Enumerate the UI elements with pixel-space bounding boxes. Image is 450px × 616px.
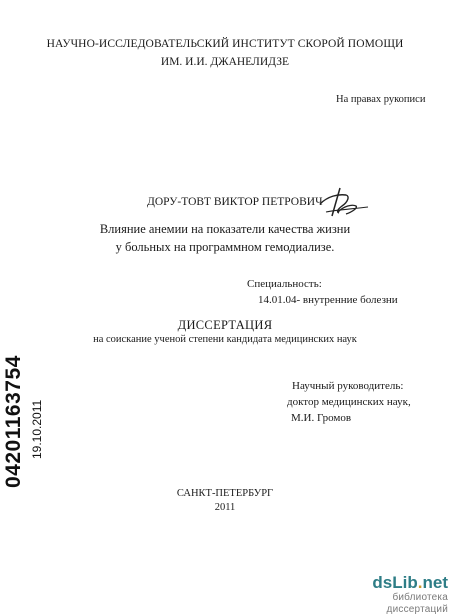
archive-number: 04201163754 bbox=[2, 355, 25, 488]
institute-name-line1: НАУЧНО-ИССЛЕДОВАТЕЛЬСКИЙ ИНСТИТУТ СКОРОЙ ПОМОЩИ bbox=[46, 38, 404, 50]
year: 2011 bbox=[214, 502, 236, 513]
degree-line: на соискание ученой степени кандидата медицинских наук bbox=[93, 334, 357, 345]
handwritten-signature bbox=[312, 182, 372, 222]
dissertation-title-line1: Влияние анемии на показатели качества жизни bbox=[99, 222, 351, 236]
document-type-heading: ДИССЕРТАЦИЯ bbox=[177, 318, 273, 332]
dslib-tagline: библиотека диссертаций bbox=[386, 592, 448, 615]
dissertation-title-line2: у больных на программном гемодиализе. bbox=[115, 240, 335, 254]
dslib-logo-dot: . bbox=[417, 573, 423, 592]
dslib-watermark[interactable] bbox=[330, 574, 448, 616]
dslib-logo-main: dsLib bbox=[372, 573, 418, 592]
dslib-logo bbox=[330, 574, 448, 592]
rights-note: На правах рукописи bbox=[336, 94, 426, 105]
archive-date: 19.10.2011 bbox=[30, 399, 44, 459]
supervisor-name: М.И. Громов bbox=[291, 412, 352, 424]
specialty-label: Специальность: bbox=[247, 278, 322, 290]
specialty-value: 14.01.04- внутренние болезни bbox=[258, 294, 398, 306]
city: САНКТ-ПЕТЕРБУРГ bbox=[176, 488, 274, 499]
supervisor-title: доктор медицинских наук, bbox=[287, 396, 411, 408]
institute-name-line2: ИМ. И.И. ДЖАНЕЛИДЗЕ bbox=[160, 56, 290, 68]
author-name: ДОРУ-ТОВТ ВИКТОР ПЕТРОВИЧ bbox=[147, 196, 323, 208]
dslib-logo-tld: net bbox=[422, 573, 448, 592]
supervisor-label: Научный руководитель: bbox=[292, 380, 404, 392]
